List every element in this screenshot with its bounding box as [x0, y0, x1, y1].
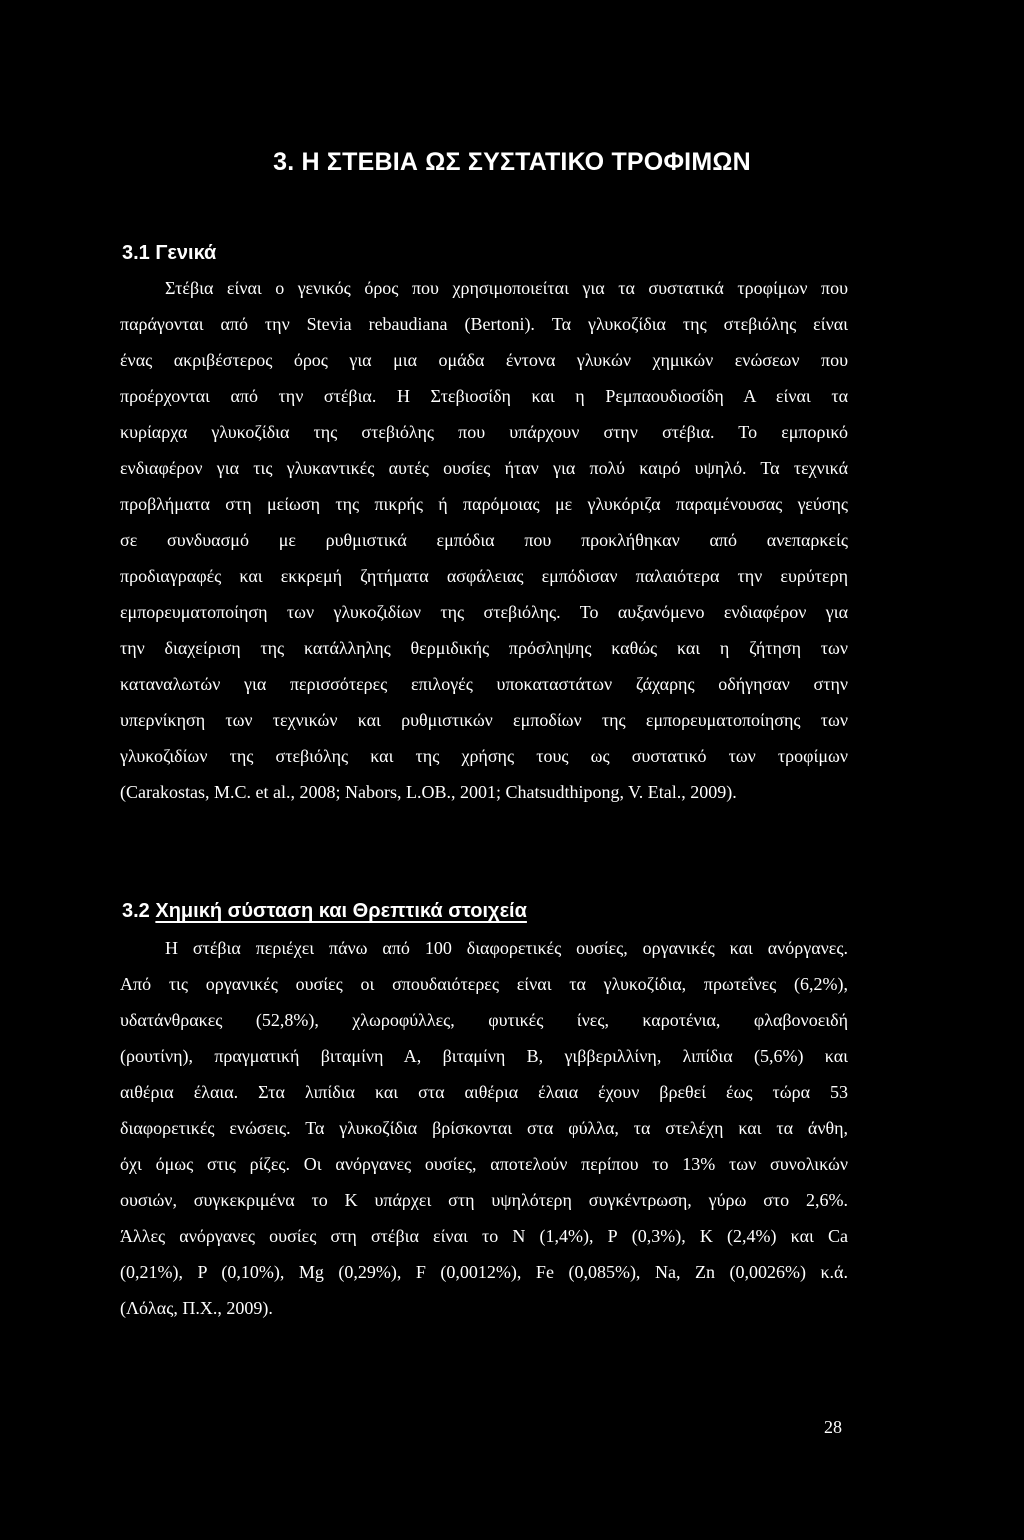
text-line: ουσιών, συγκεκριμένα το Κ υπάρχει στη υψηλότερη συγκέντρωση, γύρω στο 2,6%. — [120, 1190, 848, 1210]
text-line: (ρουτίνη), πραγματική βιταμίνη Α, βιταμίνη Β, γιββεριλλίνη, λιπίδια (5,6%) και — [120, 1046, 848, 1066]
text-line: εμπορευματοποίηση των γλυκοζιδίων της στεβιόλης. Το αυξανόμενο ενδιαφέρον για — [120, 602, 848, 622]
text-line: παράγονται από την Stevia rebaudiana (Bertoni). Τα γλυκοζίδια της στεβιόλης είναι — [120, 314, 848, 334]
text-line: υπερνίκηση των τεχνικών και ρυθμιστικών εμποδίων της εμπορευματοποίησης των — [120, 710, 848, 730]
text-line: διαφορετικές ενώσεις. Τα γλυκοζίδια βρίσκονται στα φύλλα, τα στελέχη και τα άνθη, — [120, 1118, 848, 1138]
section-heading-chemical-composition — [122, 900, 527, 923]
text-line: σε συνδυασμό με ρυθμιστικά εμπόδια που προκλήθηκαν από ανεπαρκείς — [120, 530, 848, 550]
text-line: ένας ακριβέστερος όρος για μια ομάδα έντονα γλυκών χημικών ενώσεων που — [120, 350, 848, 370]
section-title: Χημική σύσταση και Θρεπτικά στοιχεία — [155, 900, 527, 922]
text-line: όχι όμως στις ρίζες. Οι ανόργανες ουσίες, αποτελούν περίπου το 13% των συνολικών — [120, 1154, 848, 1174]
text-line: υδατάνθρακες (52,8%), χλωροφύλλες, φυτικές ίνες, καροτένια, φλαβονοειδή — [120, 1010, 848, 1030]
text-line: (Λόλας, Π.Χ., 2009). — [120, 1298, 273, 1318]
paragraph-chemical-composition — [120, 930, 848, 1326]
text-line: καταναλωτών για περισσότερες επιλογές υποκαταστάτων ζάχαρης οδήγησαν στην — [120, 674, 848, 694]
paragraph-general — [120, 270, 848, 810]
text-line: (Carakostas, M.C. et al., 2008; Nabors, L.OB., 2001; Chatsudthipong, V. Etal., 2009). — [120, 782, 737, 802]
text-line: γλυκοζιδίων της στεβιόλης και της χρήσης τους ως συστατικό των τροφίμων — [120, 746, 848, 766]
page-number: 28 — [824, 1417, 842, 1437]
text-line: προβλήματα στη μείωση της πικρής ή παρόμοιας με γλυκόριζα παραμένουσας γεύσης — [120, 494, 848, 514]
text-line: προέρχονται από την στέβια. Η Στεβιοσίδη και η Ρεμπαουδιοσίδη Α είναι τα — [120, 386, 848, 406]
section-number: 3.2 — [122, 900, 150, 922]
section-number: 3.1 — [122, 242, 150, 264]
text-line: κυρίαρχα γλυκοζίδια της στεβιόλης που υπάρχουν στην στέβια. Το εμπορικό — [120, 422, 848, 442]
text-line: προδιαγραφές και εκκρεμή ζητήματα ασφάλειας εμπόδισαν παλαιότερα την ευρύτερη — [120, 566, 848, 586]
text-line: (0,21%), P (0,10%), Mg (0,29%), F (0,0012%), Fe (0,085%), Na, Zn (0,0026%) κ.ά. — [120, 1262, 848, 1282]
text-line: Στέβια είναι ο γενικός όρος που χρησιμοποιείται για τα συστατικά τροφίμων που — [165, 278, 848, 298]
text-line: την διαχείριση της κατάλληλης θερμιδικής πρόσληψης καθώς και η ζήτηση των — [120, 638, 848, 658]
text-line: Από τις οργανικές ουσίες οι σπουδαιότερες είναι τα γλυκοζίδια, πρωτεΐνες (6,2%), — [120, 974, 848, 994]
text-line: αιθέρια έλαια. Στα λιπίδια και στα αιθέρια έλαια έχουν βρεθεί έως τώρα 53 — [120, 1082, 848, 1102]
text-line: ενδιαφέρον για τις γλυκαντικές αυτές ουσίες ήταν για πολύ καιρό υψηλό. Τα τεχνικά — [120, 458, 848, 478]
text-line: Άλλες ανόργανες ουσίες στη στέβια είναι το Ν (1,4%), Ρ (0,3%), Κ (2,4%) και Ca — [120, 1226, 848, 1246]
section-heading-general — [122, 242, 216, 265]
text-line: Η στέβια περιέχει πάνω από 100 διαφορετικές ουσίες, οργανικές και ανόργανες. — [165, 938, 848, 958]
section-title: Γενικά — [155, 242, 217, 264]
chapter-title: 3. Η ΣΤΕΒΙΑ ΩΣ ΣΥΣΤΑΤΙΚΟ ΤΡΟΦΙΜΩΝ — [273, 148, 751, 176]
